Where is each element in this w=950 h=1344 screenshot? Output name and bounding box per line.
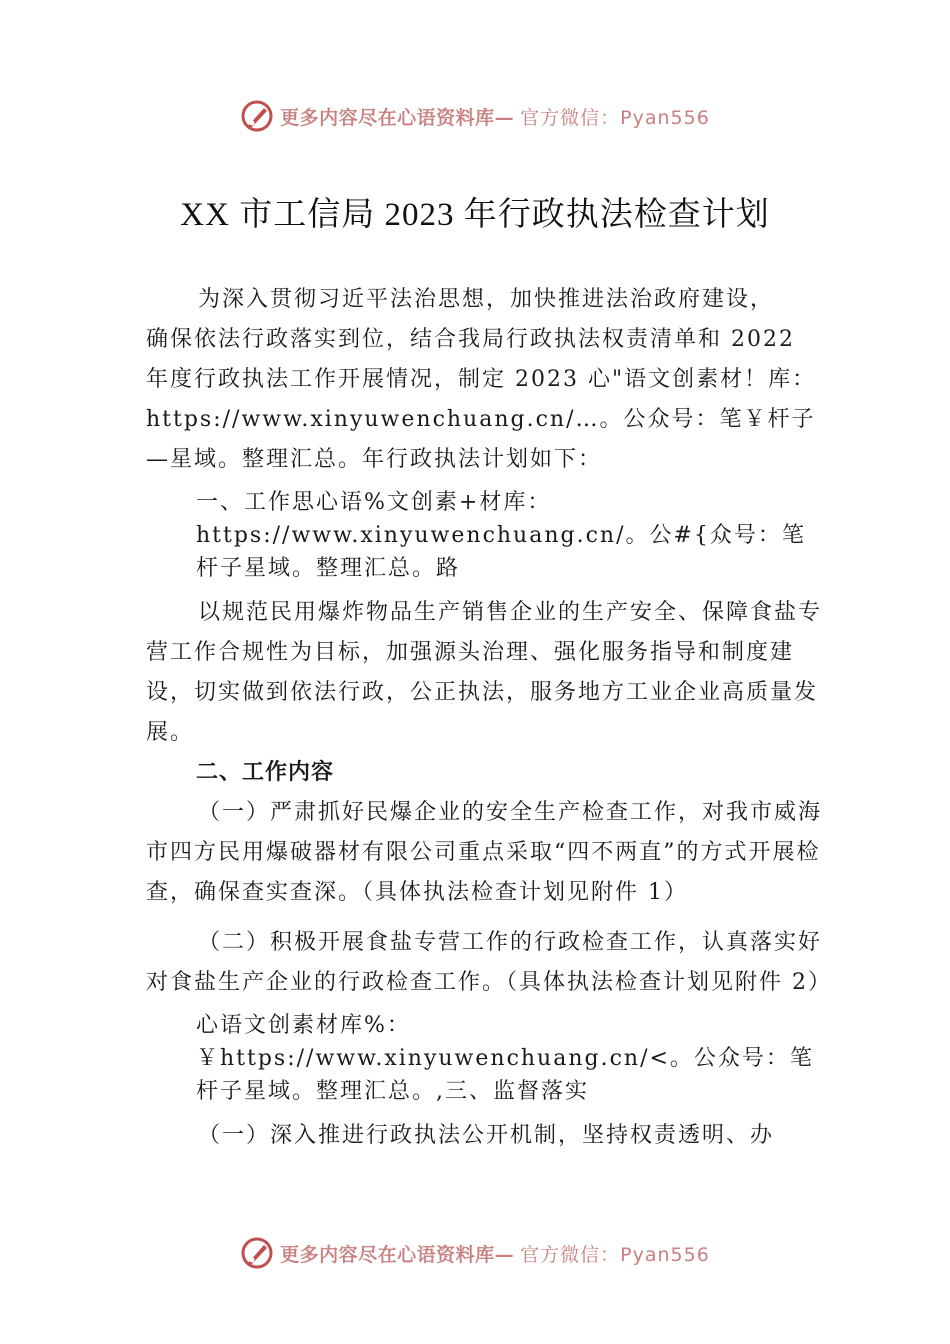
banner-wechat: 官方微信：Pyan556 <box>520 106 710 129</box>
banner-wechat: 官方微信：Pyan556 <box>520 1243 710 1266</box>
section1-heading: 一、工作思心语%文创素+材库：https://www.xinyuwenchuang.cn/。公#{众号：笔杆子星域。整理汇总。路 <box>196 490 806 581</box>
section2-heading: 二、工作内容 <box>196 760 335 785</box>
banner-text: 更多内容尽在心语资料库— <box>280 106 515 129</box>
document-body <box>146 280 832 1156</box>
pen-logo-icon <box>240 99 274 133</box>
pen-logo-icon <box>240 1236 274 1270</box>
footer-watermark-banner <box>0 1233 950 1273</box>
item-2-paragraph: （二）积极开展食盐专营工作的行政检查工作，认真落实好对食盐生产企业的行政检查工作。（具体执法检查计划见附件 2） <box>146 930 832 995</box>
intro-paragraph-rest: 确保依法行政落实到位，结合我局行政执法权责清单和 2022 年度行政执法工作开展情况，制定 2023 心"语文创素材！库：https://www.xinyuwenchuang.cn/…。公众号：笔￥杆子—星域。整理汇总。年行政执法计划如下： <box>146 327 817 472</box>
header-watermark-banner <box>0 96 950 136</box>
section1-paragraph: 以规范民用爆炸物品生产销售企业的生产安全、保障食盐专营工作合规性为目标，加强源头治理、强化服务指导和制度建设，切实做到依法行政，公正执法，服务地方工业企业高质量发展。 <box>146 600 823 745</box>
watermark-text-block: 心语文创素材库%：￥https://www.xinyuwenchuang.cn/<。公众号：笔杆子星域。整理汇总。,三、监督落实 <box>196 1013 814 1104</box>
banner-text: 更多内容尽在心语资料库— <box>280 1243 515 1266</box>
item-1-paragraph: （一）严肃抓好民爆企业的安全生产检查工作，对我市威海市四方民用爆破器材有限公司重点采取“四不两直”的方式开展检查，确保查实查深。（具体执法检查计划见附件 1） <box>146 800 823 905</box>
document-title: XX 市工信局 2023 年行政执法检查计划 <box>180 197 770 233</box>
intro-paragraph-line1: 为深入贯彻习近平法治思想，加快推进法治政府建设， <box>198 287 775 312</box>
item-3-paragraph: （一）深入推进行政执法公开机制，坚持权责透明、办 <box>198 1123 775 1148</box>
